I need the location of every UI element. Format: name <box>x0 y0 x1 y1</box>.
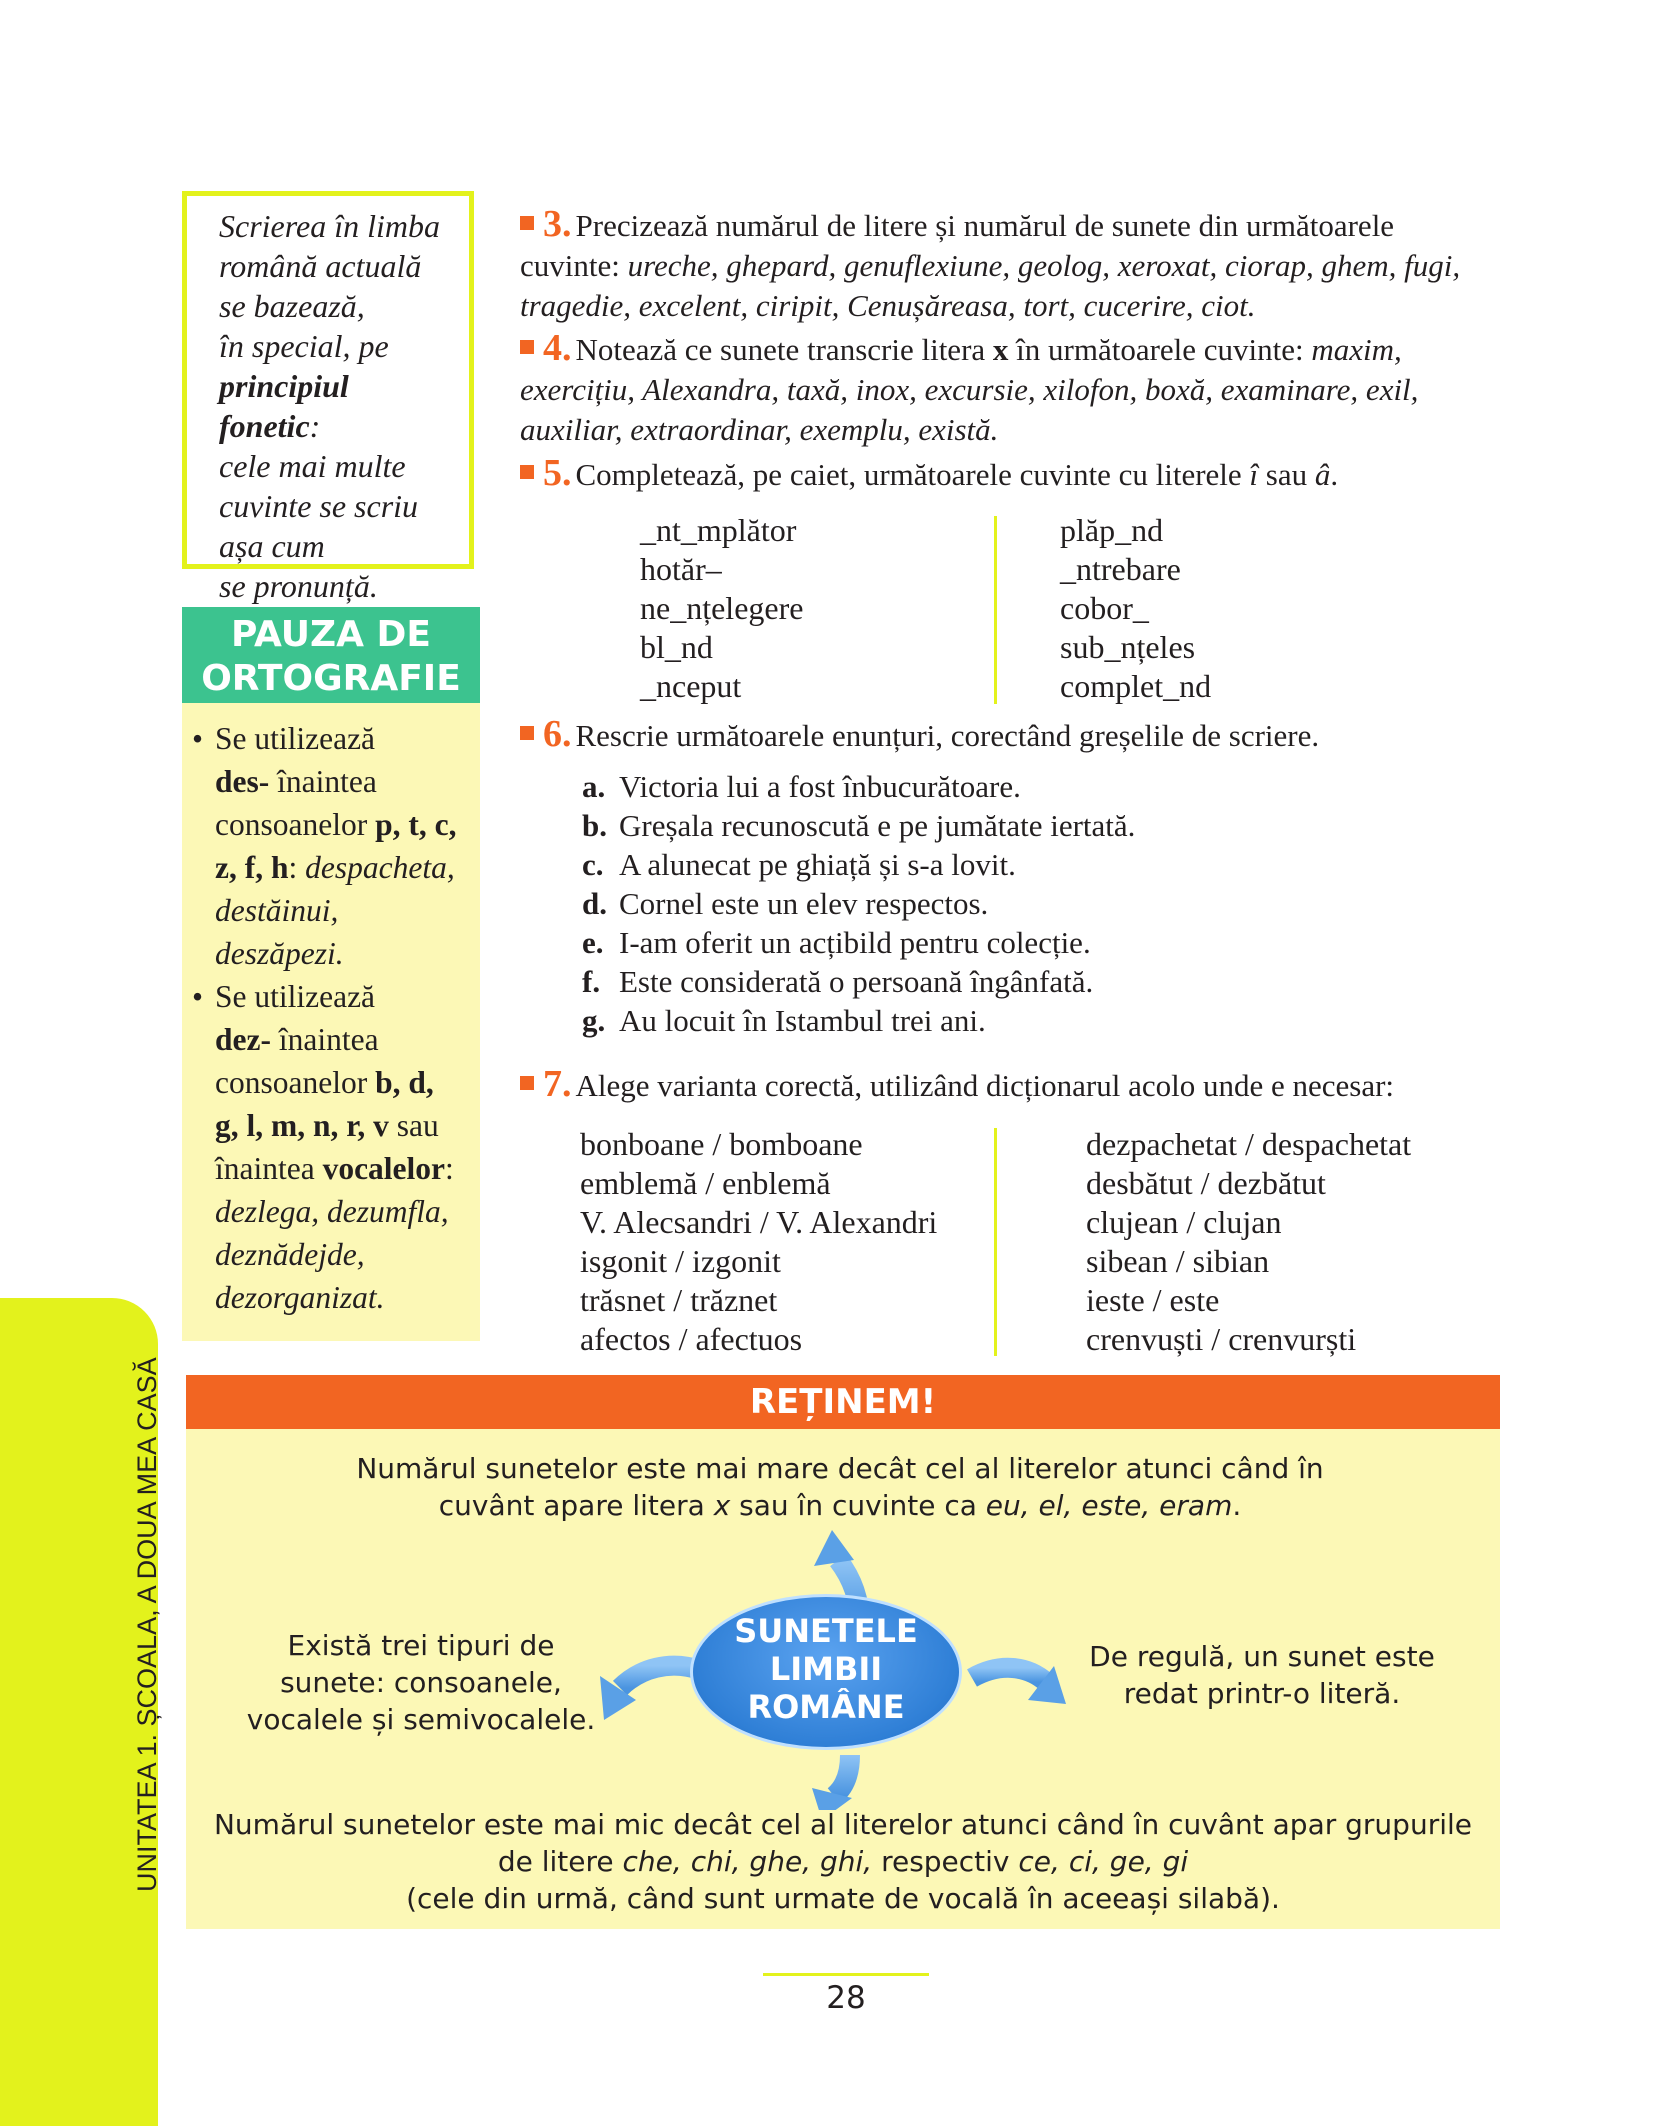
note-line: Scrierea în limba <box>219 208 440 244</box>
list-item: d. Cornel este un elev respectos. <box>582 886 989 921</box>
bullet-square-icon <box>520 216 534 230</box>
retinem-bottom-text: Numărul sunetelor este mai mic decât cel al literelor atunci când în cuvânt apar grupurile de litere che, chi, ghe, ghi, respectiv ce, ci, ge, gi (cele din urmă, când sunt urmate de vocală în aceeași silabă). <box>213 1808 1472 1915</box>
retinem-title: REȚINEM! <box>186 1375 1500 1429</box>
exercise-4: 4. Notează ce sunete transcrie litera x în următoarele cuvinte: maxim, exercițiu, Alexandra, taxă, inox, excursie, xilofon, boxă, examinare, exil, auxiliar, extraordinar, exemplu, există. <box>520 327 1419 447</box>
ex7-right-column <box>1086 1125 1411 1359</box>
ex5-left-column <box>640 511 803 706</box>
word-item: sub_nțeles <box>1060 629 1196 665</box>
word-item: sibean / sibian <box>1086 1243 1270 1279</box>
center-concept-oval: SUNETELE LIMBII ROMÂNE <box>690 1594 962 1750</box>
exercise-5: 5. Completează, pe caiet, următoarele cuvinte cu literele î sau â. <box>520 453 1500 495</box>
list-item: a. Victoria lui a fost înbucurătoare. <box>582 769 1021 804</box>
bullet-square-icon <box>520 726 534 740</box>
note-line: se bazează, <box>219 288 365 324</box>
column-divider <box>994 516 997 704</box>
unit-label: UNITATEA 1. ȘCOALA, A DOUA MEA CASĂ <box>132 1357 162 1892</box>
column-divider <box>994 1128 997 1356</box>
list-item: • Se utilizează dez- înaintea consoanelor b, d, g, l, m, n, r, v sau înaintea vocalelor: dezlega, dezumfla, deznădejde, dezorganizat. <box>215 975 480 1319</box>
word-item: afectos / afectuos <box>580 1321 803 1357</box>
word-item: V. Alecsandri / V. Alexandri <box>580 1204 938 1240</box>
ex6-sentence-list <box>582 767 1135 1040</box>
word-item: bonboane / bomboane <box>580 1126 863 1162</box>
spelling-rules-list <box>182 703 480 1319</box>
ex7-left-column <box>580 1125 937 1359</box>
exercise-6: 6. Rescrie următoarele enunțuri, corectând greșelile de scriere. <box>520 714 1500 756</box>
note-bold-term: principiul fonetic <box>219 368 349 444</box>
note-line: principiul fonetic: <box>219 368 349 444</box>
word-item: complet_nd <box>1060 668 1212 704</box>
word-item: isgonit / izgonit <box>580 1243 781 1279</box>
word-item: crenvuști / crenvurști <box>1086 1321 1357 1357</box>
note-line: așa cum <box>219 528 325 564</box>
exercise-number: 5. <box>543 452 572 494</box>
exercise-3: 3. Precizează numărul de litere și numărul de sunete din următoarele cuvinte: ureche, ghepard, genuflexiune, geolog, xeroxat, ciorap, ghem, fugi, tragedie, excelent, ciripit, Cenușăreasa, tort, cucerire, ciot. <box>520 203 1461 323</box>
bullet-square-icon <box>520 1076 534 1090</box>
retinem-right-text: De regulă, un sunet este redat printr-o literă. <box>1089 1640 1435 1710</box>
list-item: • Se utilizează des- înaintea consoanelor p, t, c, z, f, h: despacheta, destăinui, deszăpezi. <box>215 717 480 975</box>
spelling-pause-title: PAUZA DE ORTOGRAFIE <box>182 607 480 703</box>
word-item: _nt_mplător <box>640 512 797 548</box>
page-number: 28 <box>826 1980 866 2016</box>
retinem-top-text: Numărul sunetelor este mai mare decât cel al literelor atunci când în cuvânt apare litera x sau în cuvinte ca eu, el, este, eram. <box>356 1452 1324 1522</box>
bullet-square-icon <box>520 340 534 354</box>
list-item: b. Greșala recunoscută e pe jumătate iertată. <box>582 808 1136 843</box>
exercise-number: 7. <box>543 1063 572 1105</box>
list-item: c. A alunecat pe ghiață și s-a lovit. <box>582 847 1016 882</box>
list-item: e. I-am oferit un acțibild pentru colecție. <box>582 925 1091 960</box>
word-item: hotăr– <box>640 551 722 587</box>
word-item: bl_nd <box>640 629 713 665</box>
list-item: f. Este considerată o persoană îngânfată. <box>582 964 1094 999</box>
note-line: cele mai multe <box>219 448 406 484</box>
exercise-number: 3. <box>543 203 572 245</box>
bullet-square-icon <box>520 465 534 479</box>
note-line: cuvinte se scriu <box>219 488 419 524</box>
word-item: _nceput <box>640 668 742 704</box>
word-item: plăp_nd <box>1060 512 1164 548</box>
word-item: trăsnet / trăznet <box>580 1282 778 1318</box>
exercise-7: 7. Alege varianta corectă, utilizând dicționarul acolo unde e necesar: <box>520 1064 1500 1106</box>
note-line: română actuală <box>219 248 422 284</box>
spelling-pause-box <box>182 607 480 1341</box>
word-item: _ntrebare <box>1060 551 1181 587</box>
list-item: g. Au locuit în Istambul trei ani. <box>582 1003 986 1038</box>
word-item: dezpachetat / despachetat <box>1086 1126 1412 1162</box>
word-item: ne_nțelegere <box>640 590 804 626</box>
page-number-rule <box>763 1973 929 1976</box>
note-line: se pronunță. <box>219 568 378 604</box>
word-item: ieste / este <box>1086 1282 1220 1318</box>
word-item: clujean / clujan <box>1086 1204 1282 1240</box>
word-item: desbătut / dezbătut <box>1086 1165 1326 1201</box>
word-item: emblemă / enblemă <box>580 1165 831 1201</box>
exercise-number: 4. <box>543 327 572 369</box>
principle-note-box <box>182 191 474 604</box>
retinem-left-text: Există trei tipuri de sunete: consoanele, vocalele și semivocalele. <box>246 1629 596 1736</box>
ex5-right-column <box>1060 511 1211 706</box>
exercise-number: 6. <box>543 713 572 755</box>
note-line: în special, pe <box>219 328 389 364</box>
word-item: cobor_ <box>1060 590 1149 626</box>
